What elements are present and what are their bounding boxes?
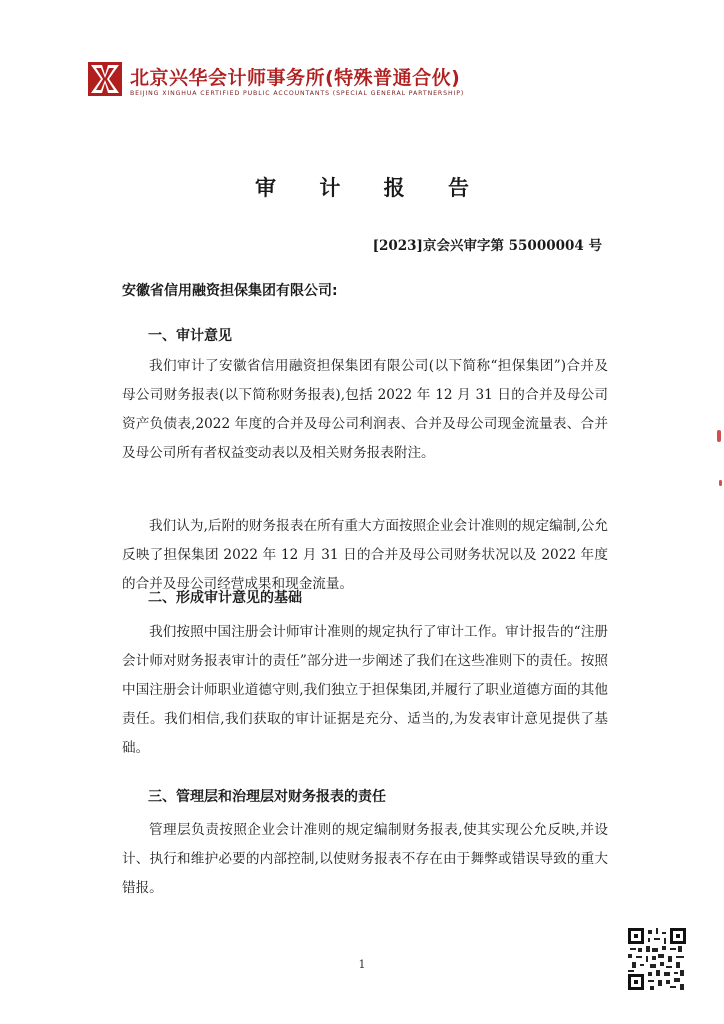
letterhead [88, 62, 488, 104]
paragraph-audit-opinion: 我们认为,后附的财务报表在所有重大方面按照企业会计准则的规定编制,公允反映了担保集团 2022 年 12 月 31 日的合并及母公司财务状况以及 2022 年度的合并及母公司经营成果和现金流量。 [122, 518, 608, 592]
firm-name-english: BEIJING XINGHUA CERTIFIED PUBLIC ACCOUNTANTS (SPECIAL GENERAL PARTNERSHIP) [130, 90, 465, 97]
margin-mark [717, 430, 721, 442]
paragraph-basis-for-opinion: 我们按照中国注册会计师审计准则的规定执行了审计工作。审计报告的“注册会计师对财务报表审计的责任”部分进一步阐述了我们在这些准则下的责任。按照中国注册会计师职业道德守则,我们独立于担保集团,并履行了职业道德方面的其他责任。我们相信,我们获取的审计证据是充分、适当的,为发表审计意见提供了基础。 [122, 624, 608, 756]
qr-code-icon [628, 928, 686, 990]
page-title: 审 计 报 告 [255, 176, 487, 200]
section-heading-basis-for-opinion: 二、形成审计意见的基础 [148, 590, 302, 606]
section-heading-management-responsibility: 三、管理层和治理层对财务报表的责任 [148, 789, 386, 805]
paragraph-management-responsibility: 管理层负责按照企业会计准则的规定编制财务报表,使其实现公允反映,并设计、执行和维护必要的内部控制,以使财务报表不存在由于舞弊或错误导致的重大错报。 [122, 822, 608, 896]
firm-name: 北京兴华会计师事务所(特殊普通合伙) [130, 67, 461, 89]
firm-logo-icon [88, 62, 122, 96]
page-number: 1 [358, 958, 366, 971]
paragraph-audit-scope: 我们审计了安徽省信用融资担保集团有限公司(以下简称“担保集团”)合并及母公司财务报表(以下简称财务报表),包括 2022 年 12 月 31 日的合并及母公司资产负债表,2022 年度的合并及母公司利润表、合并及母公司现金流量表、合并及母公司所有者权益变动表以及相关财务报表附注。 [122, 358, 608, 461]
margin-mark [719, 480, 722, 486]
section-heading-audit-opinion: 一、审计意见 [148, 328, 232, 344]
report-reference-number: [2023]京会兴审字第 55000004 号 [372, 238, 602, 254]
addressee: 安徽省信用融资担保集团有限公司: [122, 283, 338, 299]
